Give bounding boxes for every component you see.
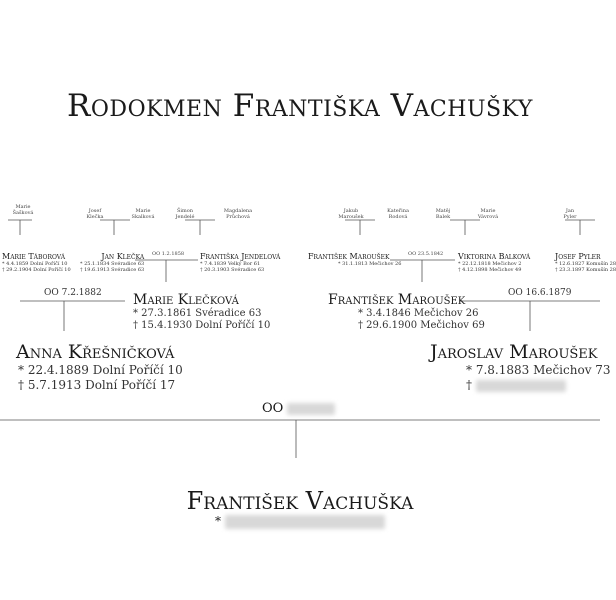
parent-father: Jaroslav Maroušek * 7.8.1883 Mečichov 73 † [430,341,611,392]
redacted-block [287,403,335,415]
ancestor-gen4: Magdalena Průchová [223,208,253,220]
root-person-birth: * [215,514,385,529]
ancestor-gen2: Marie Klečková * 27.3.1861 Svéradice 63 † 15.4.1930 Dolní Poříčí 10 [133,292,271,331]
ancestor-gen3: Viktorina Balková * 22.12.1818 Mečichov 2 † 4.12.1898 Mečichov 49 [458,252,531,273]
ancestor-gen2: František Maroušek * 3.4.1846 Mečichov 26 † 29.6.1900 Mečichov 69 [328,292,485,331]
redacted-block [476,380,566,392]
redacted-block [225,515,385,529]
marriage-label: OO 1.2.1858 [152,251,185,257]
ancestor-gen3: Jan Klečka * 25.1.1834 Svéradice 63 † 19.6.1913 Svéradice 63 [80,252,145,273]
ancestor-gen4: Kateřina Rodová [387,208,409,220]
ancestor-gen4: Jan Pyler [563,208,577,220]
ancestor-gen4: Marie Šašková [12,204,34,216]
marriage-label: OO 7.2.1882 [44,288,102,298]
ancestor-gen4: Josef Klečka [86,208,104,220]
ancestor-gen3: František Maroušek * 31.1.1813 Mečichov 26 [308,252,402,267]
ancestor-gen4: Jakub Maroušek [338,208,364,220]
marriage-label: OO 16.6.1879 [508,288,572,298]
ancestor-gen4: Marie Skalková [131,208,155,220]
ancestor-gen3: Marie Táborová * 4.4.1859 Dolní Poříčí 10 † 29.2.1904 Dolní Poříčí 10 [2,252,71,273]
ancestor-gen3: Františka Jendelová * 7.4.1839 Velký Bor 61 † 20.3.1903 Svéradice 63 [200,252,281,273]
death-marker: † [466,378,472,392]
ancestor-gen4: Šimon Jendelé [175,208,195,220]
ancestor-gen3: Josef Pyler * 12.6.1827 Komušín 28 † 23.3.1897 Komušín 28 [555,252,616,273]
parent-mother: Anna Křešničková * 22.4.1889 Dolní Poříčí 10 † 5.7.1913 Dolní Poříčí 17 [16,341,183,392]
marriage-label: OO 23.5.1842 [408,251,444,257]
ancestor-gen4: Matěj Balek [435,208,451,220]
page-title: Rodokmen Františka Vachušky [67,88,533,124]
marriage-main: OO [262,401,335,416]
ancestor-gen4: Marie Vávrová [477,208,499,220]
root-person-name: František Vachuška [186,487,414,515]
